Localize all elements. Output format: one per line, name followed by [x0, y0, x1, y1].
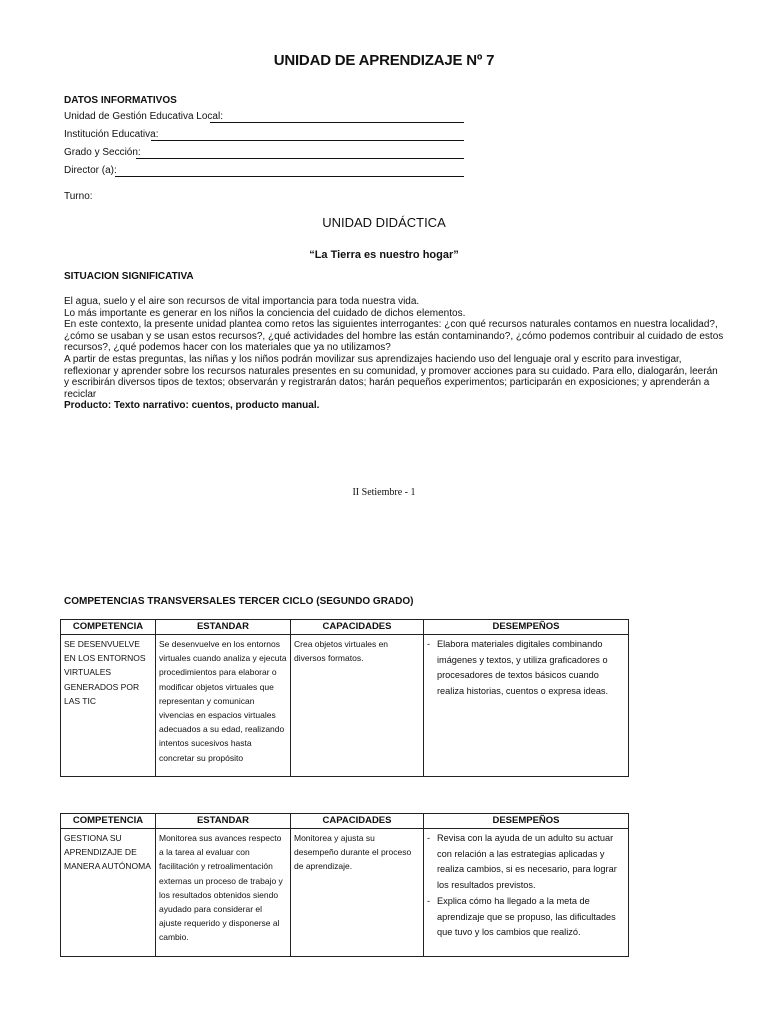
- field-grado-seccion: [64, 147, 141, 160]
- competencia-cell: GESTIONA SU APRENDIZAJE DE MANERA AUTÓNOMA: [61, 829, 156, 957]
- field-label: Grado y Sección:: [64, 147, 141, 158]
- col-header-desempenos: DESEMPEÑOS: [424, 814, 629, 829]
- situacion-line-3: En este contexto, la presente unidad plantea como retos las siguientes interrogantes: ¿con qué recursos naturales contamos en nuestra localidad?, ¿cómo se usaban y se usan estos recursos?, ¿qué actividades del hombre las están contaminando?, ¿cómo podemos contribuir al cuidado de estos recursos?, ¿qué podemos hacer con los materiales que ya no utilizamos?: [64, 319, 724, 354]
- field-label: Director (a):: [64, 165, 117, 176]
- page-title: UNIDAD DE APRENDIZAJE Nº 7: [273, 52, 495, 69]
- table-row: [61, 829, 629, 957]
- turno-label: Turno:: [64, 191, 93, 202]
- fill-line: [151, 140, 464, 141]
- situacion-line-4: A partir de estas preguntas, las niñas y los niños podrán movilizar sus aprendizajes haciendo uso del lenguaje oral y escrito para investigar, reflexionar y aprender sobre los recursos naturales presentes en su comunidad, y promover acciones para su cuidado. Para ello, dialogarán, leerán y escribirán diversos tipos de textos; observarán y registrarán datos; harán pequeños experimentos; participarán en exposiciones; y aprenderán a reciclar: [64, 353, 718, 400]
- field-director: [64, 165, 117, 178]
- fill-line: [136, 158, 464, 159]
- situacion-paragraph: [64, 296, 724, 412]
- competencias-heading: COMPETENCIAS TRANSVERSALES TERCER CICLO (SEGUNDO GRADO): [64, 596, 414, 607]
- field-ugel: [64, 111, 223, 124]
- table-header-row: [61, 620, 629, 635]
- situacion-line-1: El agua, suelo y el aire son recursos de vital importancia para toda nuestra vida.: [64, 296, 420, 307]
- col-header-competencia: COMPETENCIA: [61, 620, 156, 635]
- field-label: Unidad de Gestión Educativa Local:: [64, 111, 223, 122]
- desempeno-item: - Revisa con la ayuda de un adulto su actuar con relación a las estrategias aplicadas y realiza cambios, si es necesario, para lograr los resultados previstos.: [427, 831, 625, 893]
- fill-line: [115, 176, 464, 177]
- desempenos-cell: [424, 635, 629, 777]
- estandar-cell: Monitorea sus avances respecto a la tarea al evaluar con facilitación y retroalimentación externas un proceso de trabajo y los resultados obtenidos siendo ayudado para considerar el ajuste requerido y disponerse al cambio.: [156, 829, 291, 957]
- competencia-table-2: [60, 813, 629, 957]
- competencia-cell: SE DESENVUELVE EN LOS ENTORNOS VIRTUALES GENERADOS POR LAS TIC: [61, 635, 156, 777]
- col-header-estandar: ESTANDAR: [156, 814, 291, 829]
- desempeno-item: - Explica cómo ha llegado a la meta de aprendizaje que se propuso, las dificultades que tuvo y los cambios que realizó.: [427, 894, 625, 941]
- capacidades-cell: Crea objetos virtuales en diversos formatos.: [291, 635, 424, 777]
- col-header-capacidades: CAPACIDADES: [291, 814, 424, 829]
- col-header-desempenos: DESEMPEÑOS: [424, 620, 629, 635]
- table-row: [61, 635, 629, 777]
- fill-line: [210, 122, 464, 123]
- situacion-heading: SITUACION SIGNIFICATIVA: [64, 271, 194, 282]
- table-header-row: [61, 814, 629, 829]
- desempenos-cell: [424, 829, 629, 957]
- page-footer: II Setiembre - 1: [352, 487, 416, 498]
- col-header-competencia: COMPETENCIA: [61, 814, 156, 829]
- producto-line: Producto: Texto narrativo: cuentos, producto manual.: [64, 400, 320, 412]
- capacidades-cell: Monitorea y ajusta su desempeño durante el proceso de aprendizaje.: [291, 829, 424, 957]
- situacion-line-2: Lo más importante es generar en los niños la conciencia del cuidado de dichos elementos.: [64, 307, 466, 319]
- competencia-table-1: [60, 619, 629, 777]
- desempeno-item: - Elabora materiales digitales combinando imágenes y textos, y utiliza graficadores o procesadores de textos básicos cuando realiza historias, cuentos o expresa ideas.: [427, 637, 625, 699]
- estandar-cell: Se desenvuelve en los entornos virtuales cuando analiza y ejecuta procedimientos para elaborar o modificar objetos virtuales que representan y comunican vivencias en espacios virtuales adecuados a su edad, realizando intentos sucesivos hasta concretar su propósito: [156, 635, 291, 777]
- col-header-estandar: ESTANDAR: [156, 620, 291, 635]
- field-institucion: [64, 129, 159, 142]
- datos-informativos-heading: DATOS INFORMATIVOS: [64, 95, 177, 106]
- col-header-capacidades: CAPACIDADES: [291, 620, 424, 635]
- field-label: Institución Educativa:: [64, 129, 159, 140]
- unidad-didactica-title: UNIDAD DIDÁCTICA: [322, 215, 446, 230]
- unit-theme-quote: “La Tierra es nuestro hogar”: [309, 249, 459, 261]
